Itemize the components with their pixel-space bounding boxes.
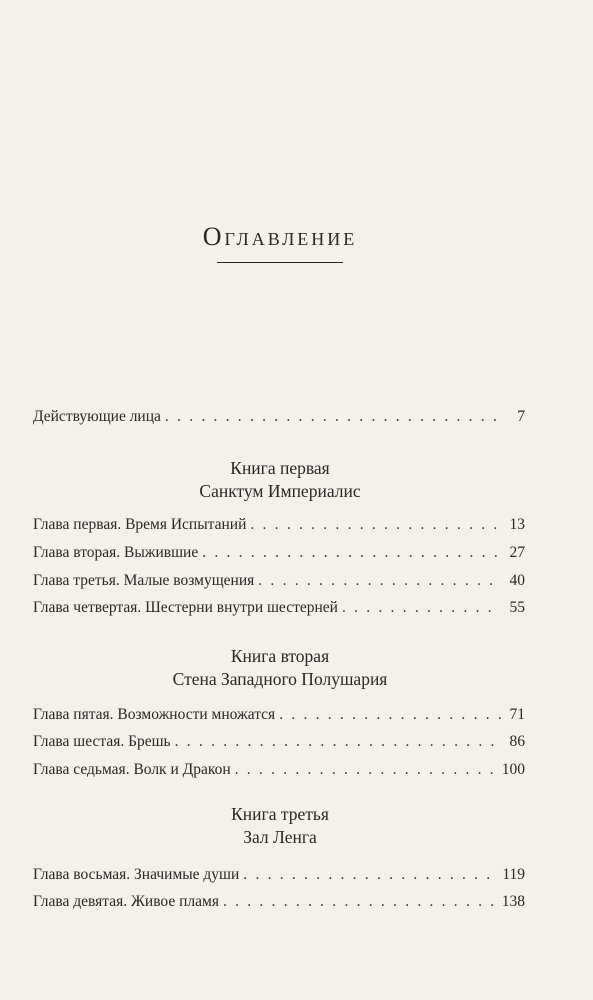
toc-entry-label: Глава седьмая. Волк и Дракон — [33, 761, 231, 778]
toc-dot-leader — [279, 705, 501, 725]
toc-dot-leader — [235, 760, 498, 780]
toc-entry-page: 86 — [509, 733, 525, 750]
toc-entry-page: 13 — [509, 516, 525, 533]
toc-entry-label: Глава третья. Малые возмущения — [33, 572, 255, 589]
toc-dot-leader — [165, 407, 501, 427]
toc-dot-leader — [202, 543, 501, 563]
title-underline — [217, 262, 343, 263]
book-3-name: Зал Ленга — [243, 827, 317, 847]
toc-entry-chapter-2[interactable] — [33, 543, 525, 563]
toc-entry-page: 40 — [509, 572, 525, 589]
toc-dot-leader — [175, 732, 501, 752]
toc-dot-leader — [342, 598, 501, 618]
toc-entry-chapter-6[interactable] — [33, 732, 525, 752]
toc-entry-page: 71 — [509, 706, 525, 723]
toc-entry-intro[interactable] — [33, 407, 525, 427]
toc-entry-label: Глава четвертая. Шестерни внутри шестерней — [33, 599, 338, 616]
toc-entry-page: 119 — [502, 866, 525, 883]
toc-entry-label: Действующие лица — [33, 408, 161, 425]
book-2-name: Стена Западного Полушария — [172, 669, 388, 689]
toc-entry-label: Глава вторая. Выжившие — [33, 544, 199, 561]
toc-entry-chapter-8[interactable] — [33, 865, 525, 885]
toc-dot-leader — [250, 515, 501, 535]
toc-dot-leader — [223, 892, 498, 912]
toc-entry-chapter-1[interactable] — [33, 515, 525, 535]
toc-entry-label: Глава девятая. Живое пламя — [33, 893, 219, 910]
toc-entry-label: Глава шестая. Брешь — [33, 733, 171, 750]
toc-entry-page: 100 — [501, 761, 525, 778]
toc-entry-page: 138 — [501, 893, 525, 910]
toc-entry-chapter-7[interactable] — [33, 760, 525, 780]
toc-entry-chapter-5[interactable] — [33, 705, 525, 725]
toc-dot-leader — [243, 865, 498, 885]
toc-entry-page: 7 — [517, 408, 525, 425]
book-1-number: Книга первая — [230, 458, 330, 478]
toc-entry-page: 55 — [509, 599, 525, 616]
book-3-number: Книга третья — [231, 804, 329, 824]
book-2-number: Книга вторая — [230, 646, 330, 666]
toc-entry-chapter-3[interactable] — [33, 571, 525, 591]
toc-entry-label: Глава первая. Время Испытаний — [33, 516, 247, 533]
toc-entry-chapter-9[interactable] — [33, 892, 525, 912]
toc-entry-label: Глава пятая. Возможности множатся — [33, 706, 276, 723]
toc-entry-page: 27 — [509, 544, 525, 561]
page-title: Оглавление — [202, 222, 358, 251]
book-1-name: Санктум Империалис — [199, 481, 361, 501]
toc-entry-label: Глава восьмая. Значимые души — [33, 866, 240, 883]
toc-dot-leader — [258, 571, 501, 591]
toc-entry-chapter-4[interactable] — [33, 598, 525, 618]
